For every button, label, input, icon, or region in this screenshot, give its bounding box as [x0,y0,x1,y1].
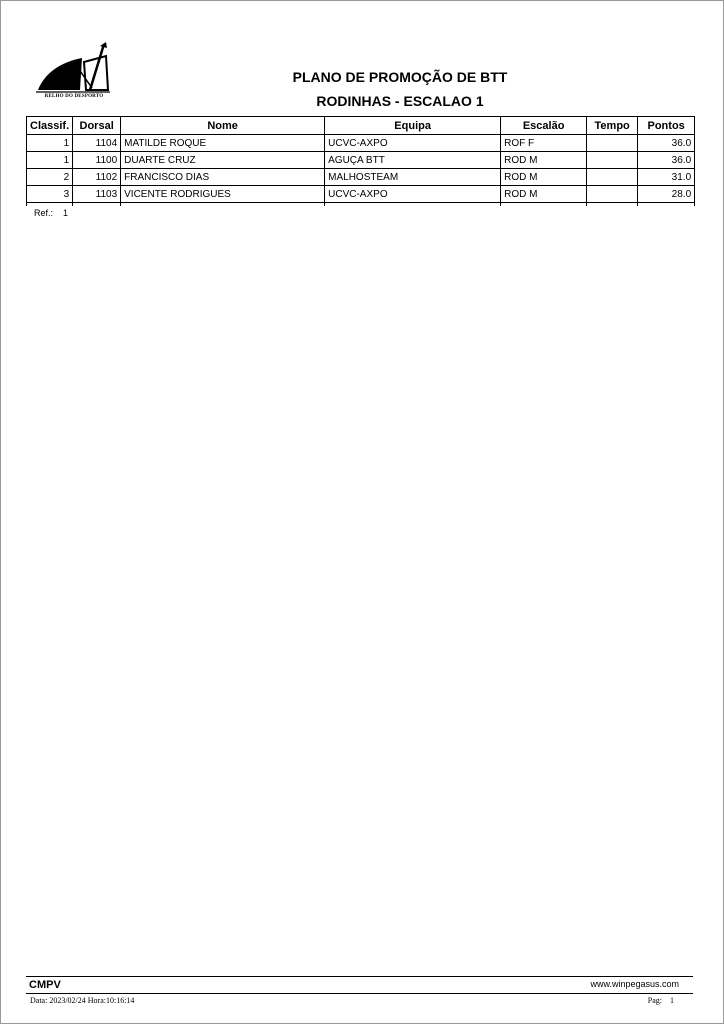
cell-nome: VICENTE RODRIGUES [121,186,325,203]
cell-tempo [587,186,638,203]
report-subtitle: RODINHAS - ESCALAO 1 [316,93,484,109]
cell-equipa: MALHOSTEAM [325,169,501,186]
cell-equipa: UCVC-AXPO [325,186,501,203]
footer-timestamp: Data: 2023/02/24 Hora:10:16:14 [30,996,135,1005]
cell-pontos: 36.0 [638,152,695,169]
ref-label: Ref.: [34,208,54,218]
cell-nome: MATILDE ROQUE [121,135,325,152]
cell-classif: 1 [27,135,73,152]
cell-escalao: ROD M [501,169,587,186]
table-row [27,135,695,152]
cell-classif: 2 [27,169,73,186]
cell-nome: DUARTE CRUZ [121,152,325,169]
col-header-escalao: Escalão [501,117,587,135]
cell-dorsal: 1100 [73,152,121,169]
cell-equipa: AGUÇA BTT [325,152,501,169]
logo-caption: RELHO DO DESPORTO [44,94,104,99]
table-header-row [27,117,695,135]
col-header-classif: Classif. [27,117,73,135]
cell-nome: FRANCISCO DIAS [121,169,325,186]
ref-line [34,208,68,218]
col-header-pontos: Pontos [638,117,695,135]
footer-site: www.winpegasus.com [590,979,679,989]
footer-org: CMPV [29,979,61,991]
footer-page [648,996,674,1005]
table-row [27,169,695,186]
cell-tempo [587,135,638,152]
cell-pontos: 31.0 [638,169,695,186]
cell-dorsal: 1103 [73,186,121,203]
col-header-dorsal: Dorsal [73,117,121,135]
cell-equipa: UCVC-AXPO [325,135,501,152]
cell-dorsal: 1102 [73,169,121,186]
cell-pontos: 36.0 [638,135,695,152]
page-number: 1 [670,996,674,1005]
cell-classif: 1 [27,152,73,169]
cell-pontos: 28.0 [638,186,695,203]
page-label: Pag: [647,996,662,1005]
cell-tempo [587,169,638,186]
table-row [27,152,695,169]
cell-escalao: ROD M [501,152,587,169]
footer-divider-top [26,976,693,977]
cell-classif: 3 [27,186,73,203]
cell-escalao: ROD M [501,186,587,203]
cell-tempo [587,152,638,169]
ref-value: 1 [63,208,69,218]
col-header-tempo: Tempo [587,117,638,135]
col-header-equipa: Equipa [325,117,501,135]
table-row [27,186,695,203]
cyclist-ramp-logo-icon [34,40,114,102]
report-title: PLANO DE PROMOÇÃO DE BTT [292,69,508,85]
table-tail [27,203,695,207]
col-header-nome: Nome [121,117,325,135]
cell-dorsal: 1104 [73,135,121,152]
results-table [26,116,695,206]
cell-escalao: ROF F [501,135,587,152]
footer-divider-bottom [26,993,693,994]
